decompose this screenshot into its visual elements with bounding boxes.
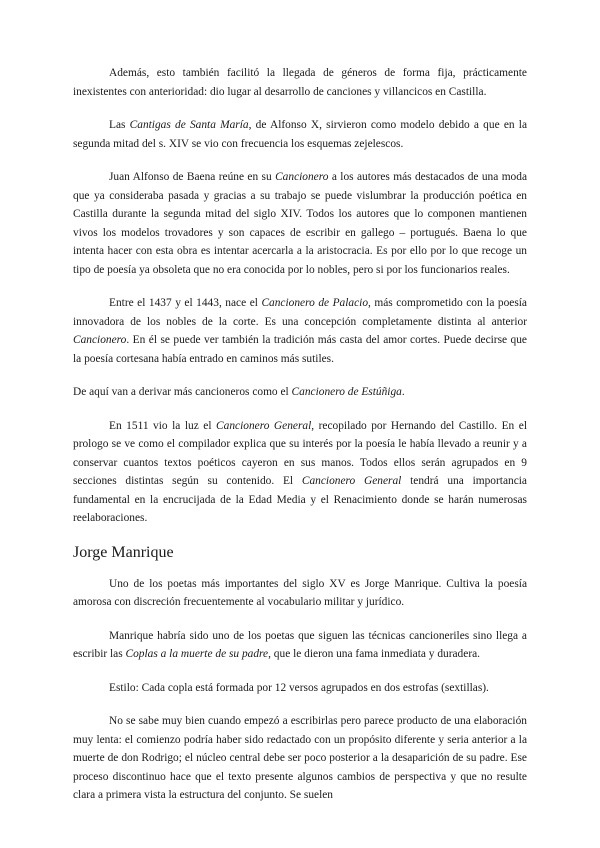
paragraph-cancionero-general: En 1511 vio la luz el Cancionero General, recopilado por Hernando del Castillo. En el prologo se ve como el compilador explica que su interés por la poesía le había llevado a reunir y a conservar cuantos textos poéticos cayeron en sus manos. Todos ellos serán agrupados en 9 secciones distintas según su contenido. El Cancionero General tendrá una importancia fundamental en la encrucijada de la Edad Media y el Renacimiento donde se harán numerosas reelaboraciones. (73, 419, 527, 524)
paragraph-generos-forma-fija: Además, esto también facilitó la llegada de géneros de forma fija, prácticamente inexistentes con anterioridad: dio lugar al desarrollo de canciones y villancicos en Castilla. (73, 67, 527, 98)
paragraph-baena: Juan Alfonso de Baena reúne en su Cancionero a los autores más destacados de una moda que ya consideraba pasada y gracias a su trabajo se puede vislumbrar la producción poética en Castilla durante la segunda mitad del siglo XIV. Todos los autores que lo componen mantienen vivos los modelos trovadores y son capaces de escribir en gallego – portugués. Baena lo que intenta hacer con esta obra es intentar acercarla a la aristocracia. Es por ello por lo que recoge un tipo de poesía ya obsoleta que no era conocida por lo nobles, pero si por los funcionarios reales. (73, 171, 528, 276)
paragraph-estilo: Estilo: Cada copla está formada por 12 versos agrupados en dos estrofas (sextillas). (109, 681, 489, 694)
title-cancionero-general-2: Cancionero General (301, 475, 402, 487)
section-heading-jorge-manrique: Jorge Manrique (73, 543, 174, 561)
title-coplas-muerte-padre: Coplas a la muerte de su padre (125, 648, 269, 660)
title-cancionero-general: Cancionero General (216, 419, 312, 432)
title-cantigas-santa-maria: Cantigas de Santa María (129, 119, 249, 131)
paragraph-elaboracion: No se sabe muy bien cuando empezó a escribirlas pero parece producto de una elaboración muy lenta: el comienzo podría haber sido redactado con un propósito diferente y seria anterior a la muerte de don Rodrigo; el núcleo central debe ser poco posterior a la desaparición de su padre. Ese proceso discontinuo hace que el texto presente algunos cambios de perspectiva y que no resulte clara a primera vista la estructura del conjunto. Se suelen (73, 715, 527, 801)
paragraph-cancionero-palacio: Entre el 1437 y el 1443, nace el Cancionero de Palacio, más comprometido con la poesía innovadora de los nobles de la corte. Es una concepción completamente distinta al anterior Cancionero. En él se puede ver también la tradición más casta del amor cortes. Puede decirse que la poesía cortesana había entrado en caminos más sutiles. (73, 297, 527, 365)
title-cancionero-anterior: Cancionero (73, 334, 127, 346)
title-cancionero-de-palacio: Cancionero de Palacio (261, 297, 369, 309)
paragraph-estuniga: De aquí van a derivar más cancioneros como el Cancionero de Estúñiga. (73, 386, 405, 398)
title-cancionero-de-estuniga: Cancionero de Estúñiga (291, 386, 402, 398)
title-cancionero: Cancionero (275, 171, 329, 183)
paragraph-manrique-intro: Uno de los poetas más importantes del siglo XV es Jorge Manrique. Cultiva la poesía amorosa con discreción frecuentemente al vocabulario militar y jurídico. (73, 577, 527, 608)
paragraph-cantigas: Las Cantigas de Santa María, de Alfonso X, sirvieron como modelo debido a que en la segunda mitad del s. XIV se vio con frecuencia los esquemas zejelescos. (73, 119, 528, 150)
paragraph-manrique-coplas: Manrique habría sido uno de los poetas que siguen las técnicas cancioneriles sino llega a escribir las Coplas a la muerte de su padre, que le dieron una fama inmediata y duradera. (73, 629, 527, 660)
